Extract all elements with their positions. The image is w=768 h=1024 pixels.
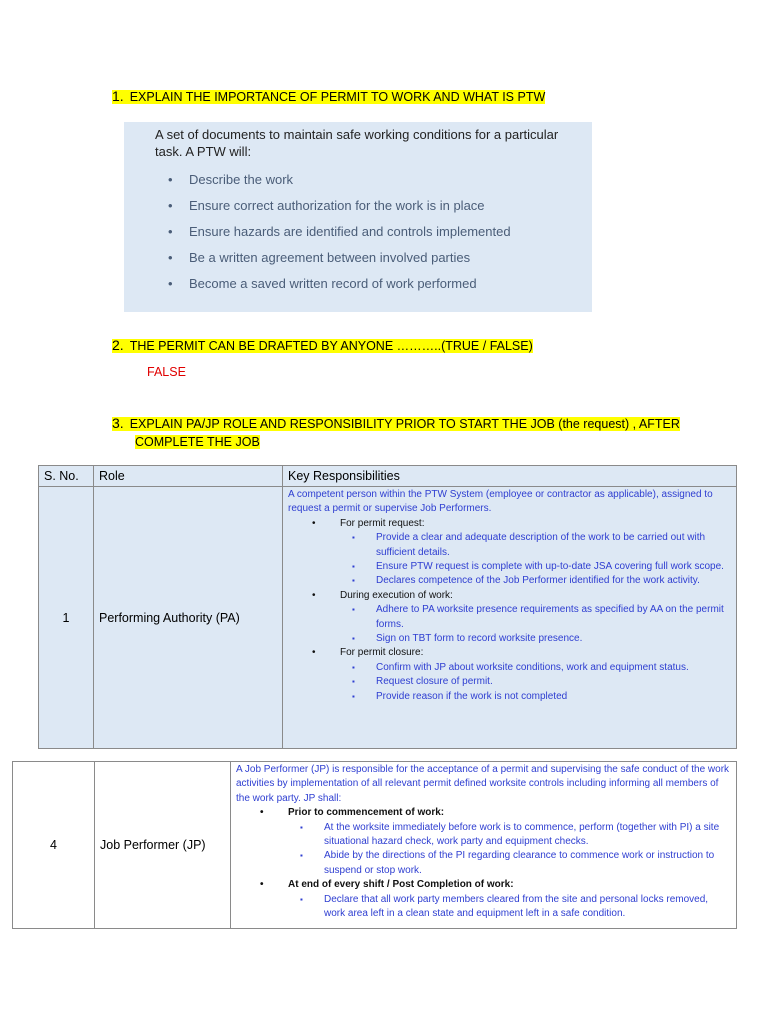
pa-responsibility-table	[38, 465, 737, 749]
responsibility-sections	[236, 806, 731, 921]
section-title: For permit closure:	[340, 647, 424, 659]
row-responsibilities	[283, 487, 737, 749]
ptw-intro: A set of documents to maintain safe working conditions for a particular task. A PTW will:	[155, 127, 559, 159]
ptw-list-item: • Describe the work	[155, 167, 562, 193]
question-number: 1.	[112, 88, 124, 104]
section-item	[288, 517, 731, 589]
answer-text: FALSE	[147, 365, 186, 379]
section-item	[236, 806, 731, 878]
responsibility-intro: A Job Performer (JP) is responsible for the acceptance of a permit and supervising the safe conduct of the work activities by implementation of all relevant permit defined worksite controls including informing all members of the work party. JP shall:	[236, 764, 730, 804]
section-item	[236, 878, 731, 921]
section-title: At end of every shift / Post Completion of work:	[288, 879, 514, 891]
list-item: ▪ Declares competence of the Job Performer identified for the work activity.	[332, 574, 731, 588]
jp-responsibility-table	[12, 761, 737, 929]
section-title: For permit request:	[340, 517, 425, 529]
ptw-list	[155, 167, 562, 297]
row-sno: 4	[13, 762, 95, 929]
question-text: EXPLAIN THE IMPORTANCE OF PERMIT TO WORK AND WHAT IS PTW	[129, 90, 546, 104]
list-item: ▪ Sign on TBT form to record worksite presence.	[332, 632, 731, 646]
list-item: ▪ Adhere to PA worksite presence requirements as specified by AA on the permit forms.	[332, 603, 731, 632]
list-item: ▪ Provide a clear and adequate description of the work to be carried out with sufficient details.	[332, 531, 731, 560]
ptw-list-item: • Ensure hazards are identified and controls implemented	[155, 219, 562, 245]
header-sno: S. No.	[39, 466, 94, 487]
table-row	[13, 762, 737, 929]
question-text: THE PERMIT CAN BE DRAFTED BY ANYONE ………..(TRUE / FALSE)	[129, 339, 533, 353]
section-title: Prior to commencement of work:	[288, 807, 445, 819]
question-1	[112, 87, 545, 106]
table-row	[39, 487, 737, 749]
list-item: ▪ Declare that all work party members cleared from the site and personal locks removed, work area left in a clean state and equipment left in a safe condition.	[280, 893, 731, 922]
section-item	[288, 589, 731, 647]
header-responsibilities: Key Responsibilities	[283, 466, 737, 487]
row-responsibilities	[231, 762, 737, 929]
list-item: ▪ Abide by the directions of the PI regarding clearance to commence work or instruction to suspend or stop work.	[280, 849, 731, 878]
responsibility-intro: A competent person within the PTW System (employee or contractor as applicable), assigned to request a permit or supervise Job Performers.	[288, 489, 713, 515]
question-3	[112, 414, 680, 433]
table-header-row	[39, 466, 737, 487]
ptw-list-item: • Be a written agreement between involved parties	[155, 245, 562, 271]
responsibility-sections	[288, 517, 731, 704]
list-item: ▪ Ensure PTW request is complete with up-to-date JSA covering full work scope.	[332, 560, 731, 574]
header-role: Role	[94, 466, 283, 487]
list-item: ▪ Request closure of permit.	[332, 675, 731, 689]
ptw-list-item: • Ensure correct authorization for the work is in place	[155, 193, 562, 219]
list-item: ▪ Provide reason if the work is not completed	[332, 690, 731, 704]
ptw-list-item: • Become a saved written record of work performed	[155, 271, 562, 297]
list-item: ▪ At the worksite immediately before work is to commence, perform (together with PI) a site situational hazard check, work party and equipment checks.	[280, 821, 731, 850]
question-2	[112, 336, 533, 355]
row-role: Performing Authority (PA)	[94, 487, 283, 749]
question-number: 2.	[112, 337, 124, 353]
question-text: COMPLETE THE JOB	[135, 435, 260, 449]
ptw-definition-box	[124, 122, 592, 312]
section-item	[288, 646, 731, 704]
question-3-continuation	[135, 433, 260, 451]
list-item: ▪ Confirm with JP about worksite conditions, work and equipment status.	[332, 661, 731, 675]
question-number: 3.	[112, 415, 124, 431]
row-role: Job Performer (JP)	[95, 762, 231, 929]
section-title: During execution of work:	[340, 589, 453, 601]
row-sno: 1	[39, 487, 94, 749]
question-text: EXPLAIN PA/JP ROLE AND RESPONSIBILITY PRIOR TO START THE JOB (the request) , AFTER	[129, 417, 680, 431]
